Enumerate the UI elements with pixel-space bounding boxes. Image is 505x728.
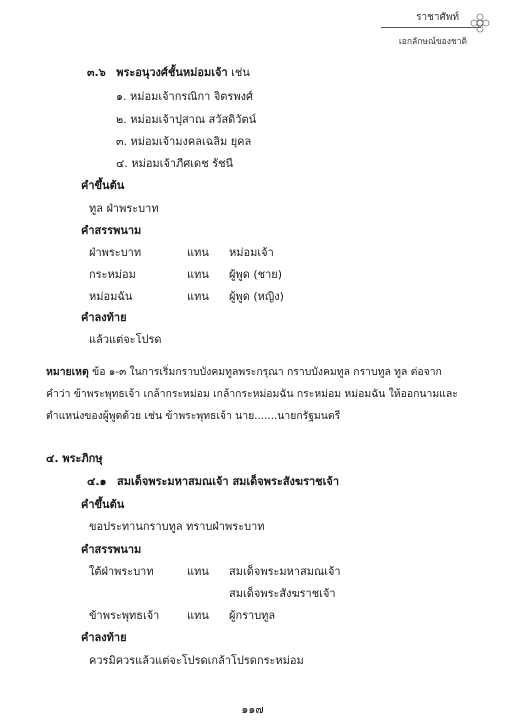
pronoun-meaning: สมเด็จพระมหาสมณเจ้า — [229, 565, 341, 578]
pronoun-word: หม่อมฉัน — [89, 290, 133, 303]
closing-text: ควรมิควรแล้วแต่จะโปรดเกล้าโปรดกระหม่อม — [89, 654, 304, 667]
pronoun-word: ใต้ฝ่าพระบาท — [89, 565, 154, 578]
page-number: ๑๑๗ — [241, 703, 264, 716]
section-title: พระอนุวงศ์ชั้นหม่อมเจ้า — [116, 66, 228, 79]
note-line-3: ตำแหน่งของผู้พูดด้วย เช่น ข้าพระพุทธเจ้า นาย.......นายกรัฐมนตรี — [46, 410, 341, 422]
header-underline — [381, 27, 481, 28]
note-line-1 — [46, 364, 442, 380]
example-item: ๒. หม่อมเจ้าปุสาณ สวัสดิวัตน์ — [116, 113, 257, 126]
pronoun-label: คำสรรพนาม — [81, 224, 142, 237]
pronoun-meaning: ผู้กราบทูล — [229, 609, 276, 622]
header-subtitle: เอกลักษณ์ของชาติ — [398, 37, 467, 47]
pronoun-meaning-continued: สมเด็จพระสังฆราชเจ้า — [229, 587, 336, 600]
section-number: ๔.๑ — [87, 475, 107, 488]
header-title: ราชาศัพท์ — [416, 12, 459, 23]
header-logo-block — [381, 8, 491, 50]
note-line-2: คำว่า ข้าพระพุทธเจ้า เกล้ากระหม่อม เกล้ากระหม่อมฉัน กระหม่อม หม่อมฉัน ให้ออกนามและ — [46, 388, 458, 400]
pronoun-sep: แทน — [187, 268, 209, 281]
pronoun-word: กระหม่อม — [89, 268, 136, 281]
pronoun-meaning: ผู้พูด (หญิง) — [229, 290, 284, 303]
pronoun-meaning: ผู้พูด (ชาย) — [229, 268, 283, 281]
pronoun-sep: แทน — [187, 246, 209, 259]
pronoun-sep: แทน — [187, 565, 209, 578]
note-label: หมายเหตุ — [46, 366, 89, 378]
pronoun-sep: แทน — [187, 290, 209, 303]
section-4-heading: ๔. พระภิกษุ — [46, 452, 103, 465]
section-3-6-heading — [87, 65, 250, 81]
closing-label: คำลงท้าย — [81, 311, 127, 324]
pronoun-sep: แทน — [187, 609, 209, 622]
example-item: ๑. หม่อมเจ้ากรณิกา จิตรพงศ์ — [116, 90, 253, 103]
section-title: สมเด็จพระมหาสมณเจ้า สมเด็จพระสังฆราชเจ้า — [117, 475, 340, 488]
pronoun-label: คำสรรพนาม — [81, 543, 142, 556]
opening-label: คำขึ้นต้น — [81, 498, 125, 511]
example-item: ๔. หม่อมเจ้าภีศเดช รัชนี — [116, 157, 234, 170]
opening-text: ทูล ฝ่าพระบาท — [89, 202, 159, 215]
note-text: ข้อ ๑-๓ ในการเริ่มกราบบังคมทูลพระกรุณา กราบบังคมทูล กราบทูล ทูล ต่อจาก — [92, 366, 442, 378]
opening-label: คำขึ้นต้น — [81, 179, 125, 192]
opening-text: ขอประทานกราบทูล ทราบฝ่าพระบาท — [89, 520, 265, 533]
pronoun-word: ฝ่าพระบาท — [89, 246, 142, 259]
pronoun-word: ข้าพระพุทธเจ้า — [89, 609, 160, 622]
section-4-1-heading — [87, 474, 339, 490]
closing-text: แล้วแต่จะโปรด — [89, 333, 162, 346]
section-title-suffix: เช่น — [231, 66, 250, 79]
closing-label: คำลงท้าย — [81, 631, 127, 644]
example-item: ๓. หม่อมเจ้ามงคลเฉลิม ยุคล — [116, 135, 252, 148]
flower-emblem-icon — [469, 12, 491, 34]
section-number: ๓.๖ — [87, 66, 106, 79]
pronoun-meaning: หม่อมเจ้า — [229, 246, 274, 259]
